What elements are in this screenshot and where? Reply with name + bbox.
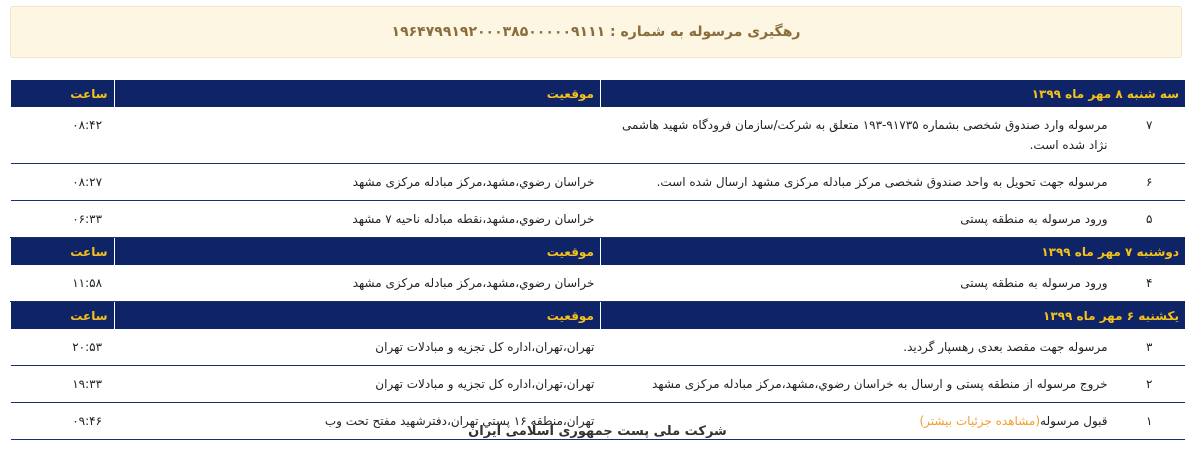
event-description [600,366,1113,403]
event-description [600,164,1113,201]
event-location: تهران،منطقه ۱۶ پستي تهران،دفترشهید مفتح تحت وب [114,403,600,440]
event-location: تهران،تهران،اداره کل تجزیه و مبادلات تهران [114,329,600,366]
event-time: ۰۹:۴۶ [11,403,115,440]
event-location [114,107,600,164]
date-header-row [11,302,1186,330]
event-description [600,201,1113,238]
event-number: ۱ [1114,403,1185,440]
event-time: ۰۸:۴۲ [11,107,115,164]
time-header: ساعت [11,302,115,330]
time-header: ساعت [11,238,115,266]
table-row [11,107,1186,164]
event-location: خراسان رضوي،مشهد،نقطه مبادله ناحیه ۷ مشهد [114,201,600,238]
event-number: ۵ [1114,201,1185,238]
date-header-row [11,238,1186,266]
event-time: ۲۰:۵۳ [11,329,115,366]
event-location: خراسان رضوي،مشهد،مرکز مبادله مرکزی مشهد [114,164,600,201]
footer-text: شرکت ملی پست جمهوری اسلامی ایران [468,424,727,439]
event-location: تهران،تهران،اداره کل تجزیه و مبادلات تهران [114,366,600,403]
tracking-title-box [10,6,1182,58]
description-text: خروج مرسوله از منطقه پستی و ارسال به خراسان رضوي،مشهد،مرکز مبادله مرکزی مشهد [652,377,1108,391]
date-header: دوشنبه ۷ مهر ماه ۱۳۹۹ [600,238,1185,266]
event-number: ۳ [1114,329,1185,366]
description-text: ورود مرسوله به منطقه پستی [960,212,1108,226]
date-header: سه شنبه ۸ مهر ماه ۱۳۹۹ [600,80,1185,107]
description-text: قبول مرسوله [1040,414,1108,428]
description-text: مرسوله جهت تحویل به واحد صندوق شخصی مرکز مبادله مرکزی مشهد ارسال شده است. [656,175,1108,189]
location-header: موقعیت [114,302,600,330]
table-row [11,201,1186,238]
event-number: ۲ [1114,366,1185,403]
table-row [11,366,1186,403]
tracking-table [10,80,1185,440]
event-time: ۱۹:۳۳ [11,366,115,403]
event-description [600,107,1113,164]
time-header: ساعت [11,80,115,107]
event-description [600,329,1113,366]
event-time: ۰۸:۲۷ [11,164,115,201]
location-header: موقعیت [114,238,600,266]
event-description [600,265,1113,302]
event-time: ۱۱:۵۸ [11,265,115,302]
event-location: خراسان رضوي،مشهد،مرکز مبادله مرکزی مشهد [114,265,600,302]
event-time: ۰۶:۳۳ [11,201,115,238]
description-text: مرسوله جهت مقصد بعدی رهسپار گردید. [903,340,1108,354]
more-details-link[interactable]: (مشاهده جزئیات بیشتر) [919,414,1041,428]
tracking-title: رهگیری مرسوله به شماره : ۱۹۶۴۷۹۹۱۹۲۰۰۰۳۸۵۰۰۰۰۰۹۱۱۱ [391,24,801,40]
event-number: ۷ [1114,107,1185,164]
table-row [11,329,1186,366]
date-header: یکشنبه ۶ مهر ماه ۱۳۹۹ [600,302,1185,330]
date-header-row [11,80,1186,107]
event-number: ۴ [1114,265,1185,302]
description-text: مرسوله وارد صندوق شخصی بشماره ۹۱۷۳۵-۱۹۳ متعلق به شرکت/سازمان فرودگاه شهید هاشمی نژاد شده است. [621,118,1108,152]
table-row [11,164,1186,201]
event-number: ۶ [1114,164,1185,201]
location-header: موقعیت [114,80,600,107]
description-text: ورود مرسوله به منطقه پستی [960,276,1108,290]
table-row [11,265,1186,302]
